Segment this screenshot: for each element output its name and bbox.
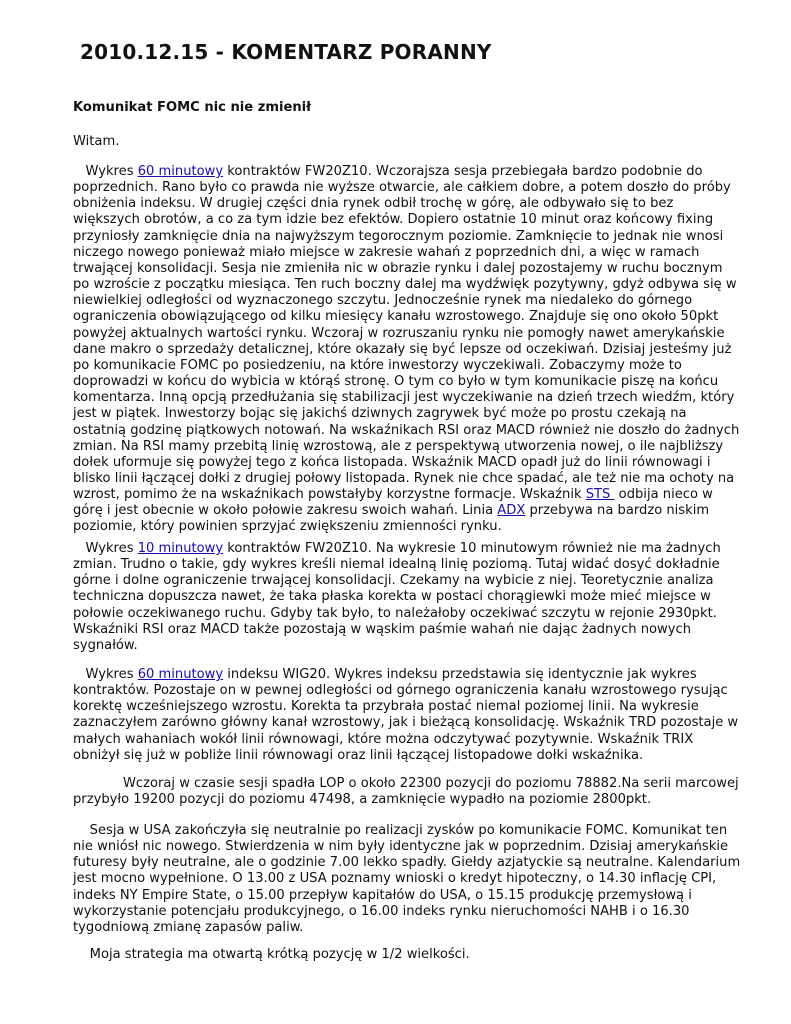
text-segment: indeksu WIG20. Wykres indeksu przedstawia się identycznie jak wykres kontraktów. Pozostaje on w pewnej odległości od górnego ograniczenia kanału wzrostowego rysując korektę wcześniejszego wzrostu. Korekta ta przybrała postać niemal poziomej linii. Na wykresie zaznaczyłem zarówno główny kanał wzrostowy, jak i bieżącą konsolidację. Wskaźnik TRD pozostaje w małych wahaniach wokół linii równowagi, które można odczytywać pozytywnie. Wskaźnik TRIX obniżył się już w pobliże linii równowagi oraz linii łączącej listopadowe dołki wskaźnika. <box>73 667 743 763</box>
text-segment: kontraktów FW20Z10. Na wykresie 10 minutowym również nie ma żadnych zmian. Trudno o takie, gdy wykres kreśli niemal idealną linię poziomą. Tutaj widać dosyć dokładnie górne i dolne ograniczenie trwającej konsolidacji. Czekamy na wybicie z niej. Teoretycznie analiza techniczna dopuszcza nawet, że taka płaska korekta w postaci chorągiewki może mieć miejsce w połowie oczekiwanego ruchu. Gdyby tak było, to należałoby oczekiwać szczytu w rejonie 2930pkt. Wskaźniki RSI oraz MACD także pozostają w wąskim paśmie wahań nie dając żadnych nowych sygnałów. <box>73 541 725 653</box>
paragraph-futures-60min <box>73 164 743 536</box>
paragraph-strategy: Moja strategia ma otwartą krótką pozycję w 1/2 wielkości. <box>73 947 470 962</box>
paragraph-wig20-60min <box>73 667 743 764</box>
page-title: 2010.12.15 - KOMENTARZ PORANNY <box>80 40 492 64</box>
text-segment: przebywa na bardzo niskim poziomie, który powinien sprzyjać zwiększeniu zmienności rynku. <box>73 503 714 535</box>
text-segment: Wykres <box>73 164 138 179</box>
text-segment: kontraktów FW20Z10. Wczorajsza sesja przebiegała bardzo podobnie do poprzednich. Rano było co prawda nie wyższe otwarcie, ale całkiem dobre, a potem doszło do próby obniżenia indeksu. W drugiej części dnia rynek odbił trochę w górę, ale odbywało się to bez większych obrotów, a co za tym idzie bez efektów. Dopiero ostatnie 10 minut oraz końcowy fixing przyniosły zamknięcie dnia na najwyższym tegorocznym poziomie. Zamknięcie to jednak nie wnosi niczego nowego ponieważ miało miejsce w zakresie wahań z poprzednich dni, a więc w ramach trwającej konsolidacji. Sesja nie zmieniła nic w obrazie rynku i dalej pozostajemy w ruchu bocznym po wzroście z początku miesiąca. Ten ruch boczny dalej ma wydźwięk pozytywny, gdyż odbywa się w niewielkiej odległości od wyznaczonego szczytu. Jednocześnie rynek ma niedaleko do górnego ograniczenia obowiązującego od kilku miesięcy kanału wzrostowego. Znajduje się ono około 50pkt powyżej aktualnych wartości rynku. Wczoraj w rozruszaniu rynku nie pomogły nawet amerykańskie dane makro o sprzedaży detalicznej, które okazały się być lepsze od oczekiwań. Dzisiaj jesteśmy już po komunikacie FOMC po posiedzeniu, na które inwestorzy wyczekiwali. Zobaczymy może to doprowadzi w końcu do wybicia w którąś stronę. O tym co było w tym komunikacie piszę na końcu komentarza. Inną opcją przedłużania się stabilizacji jest wyczekiwanie na dzień trzech wiedźm, który jest w piątek. Inwestorzy bojąc się jakichś dziwnych zagrywek być może po prostu czekają na ostatnią godzinę piątkowych notowań. Na wskaźnikach RSI oraz MACD również nie doszło do żadnych zmian. Na RSI mamy przebitą linię wzrostową, ale z perspektywą utworzenia nowej, o ile najbliższy dołek uformuje się powyżej tego z końca listopada. Wskaźnik MACD opadł już do linii równowagi i blisko linii łączącej dołki z drugiej połowy listopada. Rynek nie chce spadać, ale też nie ma ochoty na wzrost, pomimo że na wskaźnikach powstałyby korzystne formacje. Wskaźnik <box>73 164 744 503</box>
link-adx[interactable]: ADX <box>497 503 526 519</box>
link-wig20-60-minute-chart[interactable]: 60 minutowy <box>137 667 224 682</box>
link-10-minute-chart[interactable]: 10 minutowy <box>137 541 224 556</box>
link-sts[interactable]: STS <box>585 487 615 503</box>
paragraph-futures-10min <box>73 541 743 654</box>
paragraph-open-interest: Wczoraj w czasie sesji spadła LOP o około 22300 pozycji do poziomu 78882.Na serii marcowej przybyło 19200 pozycji do poziomu 47498, a zamknięcie wypadło na poziomie 2800pkt. <box>73 776 743 808</box>
greeting: Witam. <box>73 134 120 149</box>
text-segment: Wykres <box>73 667 138 682</box>
link-60-minute-chart[interactable]: 60 minutowy <box>137 164 224 179</box>
text-segment: Wykres <box>73 541 138 556</box>
text-segment: odbija nieco w górę i jest obecnie w około połowie zakresu swoich wahań. Linia <box>73 487 718 519</box>
paragraph-usa-session: Sesja w USA zakończyła się neutralnie po realizacji zysków po komunikacie FOMC. Komunikat ten nie wniósł nic nowego. Stwierdzenia w nim były identyczne jak w poprzednim. Dzisiaj amerykańskie futuresy były neutralne, ale o godzinie 7.00 lekko spadły. Giełdy azjatyckie są neutralne. Kalendarium jest mocno wypełnione. O 13.00 z USA poznamy wnioski o kredyt hipoteczny, o 14.30 inflację CPI, indeks NY Empire State, o 15.00 przepływ kapitałów do USA, o 15.15 produkcję przemysłową i wykorzystanie potencjału produkcyjnego, o 16.00 indeks rynku nieruchomości NAHB i o 16.30 tygodniową zmianę zapasów paliw. <box>73 823 745 935</box>
article-subtitle: Komunikat FOMC nic nie zmienił <box>73 100 312 115</box>
